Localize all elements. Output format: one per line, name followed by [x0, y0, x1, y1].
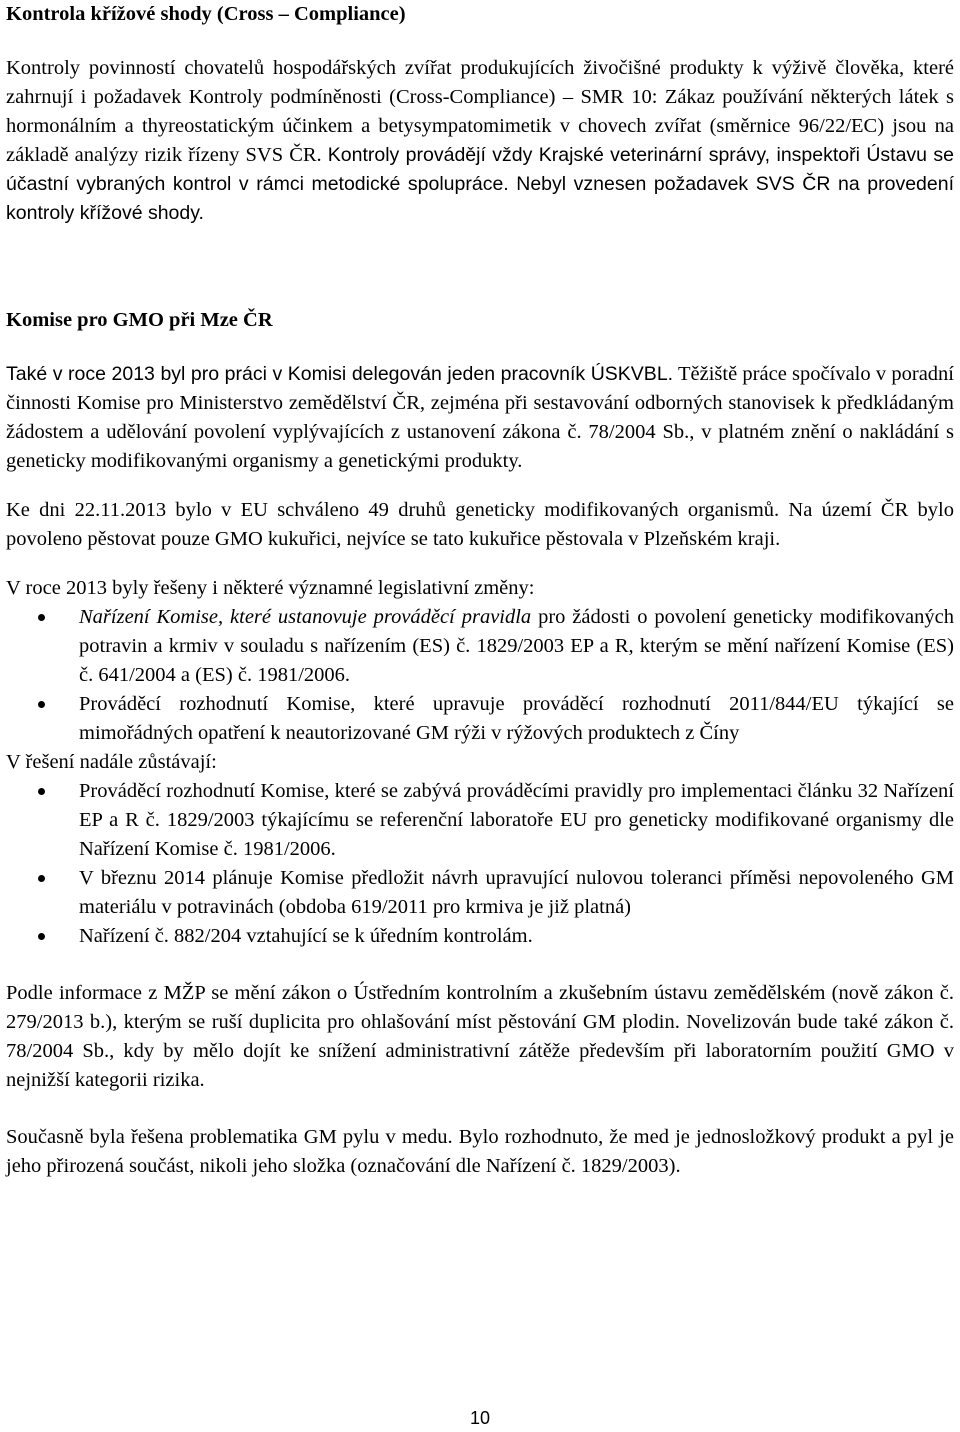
pending-intro: V řešení nadále zůstávají:	[6, 751, 217, 773]
list-item	[6, 603, 954, 690]
bullet-icon	[38, 933, 45, 940]
pending-list	[6, 777, 954, 951]
list-item-text: Prováděcí rozhodnutí Komise, které se zabývá prováděcími pravidly pro implementaci článku 32 Nařízení EP a R č. 1829/2003 týkajícímu se referenční laboratoře EU pro geneticky modifikované organismy dle Nařízení Komise č. 1981/2006.	[79, 780, 954, 860]
list-item	[6, 922, 954, 951]
bullet-icon	[38, 701, 45, 708]
paragraph-gmo-approved: Ke dni 22.11.2013 bylo v EU schváleno 49 druhů geneticky modifikovaných organismů. Na území ČR bylo povoleno pěstovat pouze GMO kukuřici, nejvíce se tato kukuřice pěstovala v Plzeňském kraji.	[6, 499, 954, 550]
paragraph-text-sans: Kontroly provádějí vždy Krajské veterinární správy, inspektoři Ústavu se účastní vybraných kontrol v rámci metodické spolupráce. Nebyl vznesen požadavek SVS ČR na provedení kontroly křížové shody.	[6, 144, 954, 224]
list-item-text: Prováděcí rozhodnutí Komise, které upravuje prováděcí rozhodnutí 2011/844/EU týkající se mimořádných opatření k neautorizované GM rýži v rýžových produktech z Číny	[79, 693, 954, 744]
bullet-icon	[38, 875, 45, 882]
paragraph-gmo-commission	[6, 360, 954, 476]
list-item	[6, 777, 954, 864]
paragraph-pollen: Současně byla řešena problematika GM pylu v medu. Bylo rozhodnuto, že med je jednosložkový produkt a pyl je jeho přirozená součást, nikoli jeho složka (označování dle Nařízení č. 1829/2003).	[6, 1126, 954, 1177]
document-page	[6, 0, 954, 1181]
list-item	[6, 690, 954, 748]
page-number: 10	[469, 1408, 491, 1428]
paragraph-text: , v platném znění o nakládání s geneticky modifikovanými organismy a genetickými produkty.	[6, 421, 954, 472]
list-item-text: Nařízení č. 882/204 vztahující se k úředním kontrolám.	[79, 925, 533, 947]
paragraph-text: Těžiště práce spočívalo v poradní činnosti Komise pro Ministerstvo zemědělství ČR, zejména při sestavování odborných stanovisek k předkládaným žádostem a udělování povolení vyplývajících z ustanovení zákona č. 78/2004 Sb.	[6, 363, 955, 443]
bullet-icon	[38, 788, 45, 795]
italic-text: Nařízení Komise, které ustanovuje prováděcí pravidla	[79, 606, 532, 628]
paragraph-mzp: Podle informace z MŽP se mění zákon o Ústředním kontrolním a zkušebním ústavu zemědělském (nově zákon č. 279/2013 b.), kterým se ruší duplicita pro ohlašování míst pěstování GM plodin. Novelizován bude také zákon č. 78/2004 Sb., kdy by mělo dojít ke snížení administrativní zátěže především při laboratorním použití GMO v nejnižší kategorii rizika.	[6, 982, 954, 1091]
paragraph-cross-compliance	[6, 54, 954, 228]
list-item-text: V březnu 2014 plánuje Komise předložit návrh upravující nulovou toleranci příměsi nepovoleného GM materiálu v potravinách (obdoba 619/2011 pro krmiva je již platná)	[79, 867, 954, 918]
section-title-gmo: Komise pro GMO při Mze ČR	[6, 309, 273, 331]
paragraph-text: Kontroly povinností chovatelů hospodářských zvířat produkujících živočišné produkty k výživě člověka, které zahrnují i požadavek Kontroly podmíněnosti (Cross-Compliance) – SMR 10: Zákaz používání některých látek s hormonálním a thyreostatickým účinkem a betysympatomimetik v chovech zvířat (směrnice 96/22/EC) jsou na základě analýzy rizik řízeny SVS ČR.	[6, 57, 954, 166]
section-title-cross-compliance: Kontrola křížové shody (Cross – Compliance)	[6, 3, 406, 25]
list-item	[6, 864, 954, 922]
paragraph-text-sans: Také v roce 2013 byl pro práci v Komisi delegován jeden pracovník ÚSKVBL.	[6, 363, 674, 385]
list-item-text: pro žádosti o povolení geneticky modifikovaných potravin a krmiv v souladu s nařízením (ES) č. 1829/2003 EP a R, kterým se mění nařízení Komise (ES) č. 641/2004 a (ES) č. 1981/2006.	[79, 606, 954, 686]
changes-list	[6, 603, 954, 748]
changes-intro: V roce 2013 byly řešeny i některé významné legislativní změny:	[6, 577, 535, 599]
bullet-icon	[38, 614, 45, 621]
